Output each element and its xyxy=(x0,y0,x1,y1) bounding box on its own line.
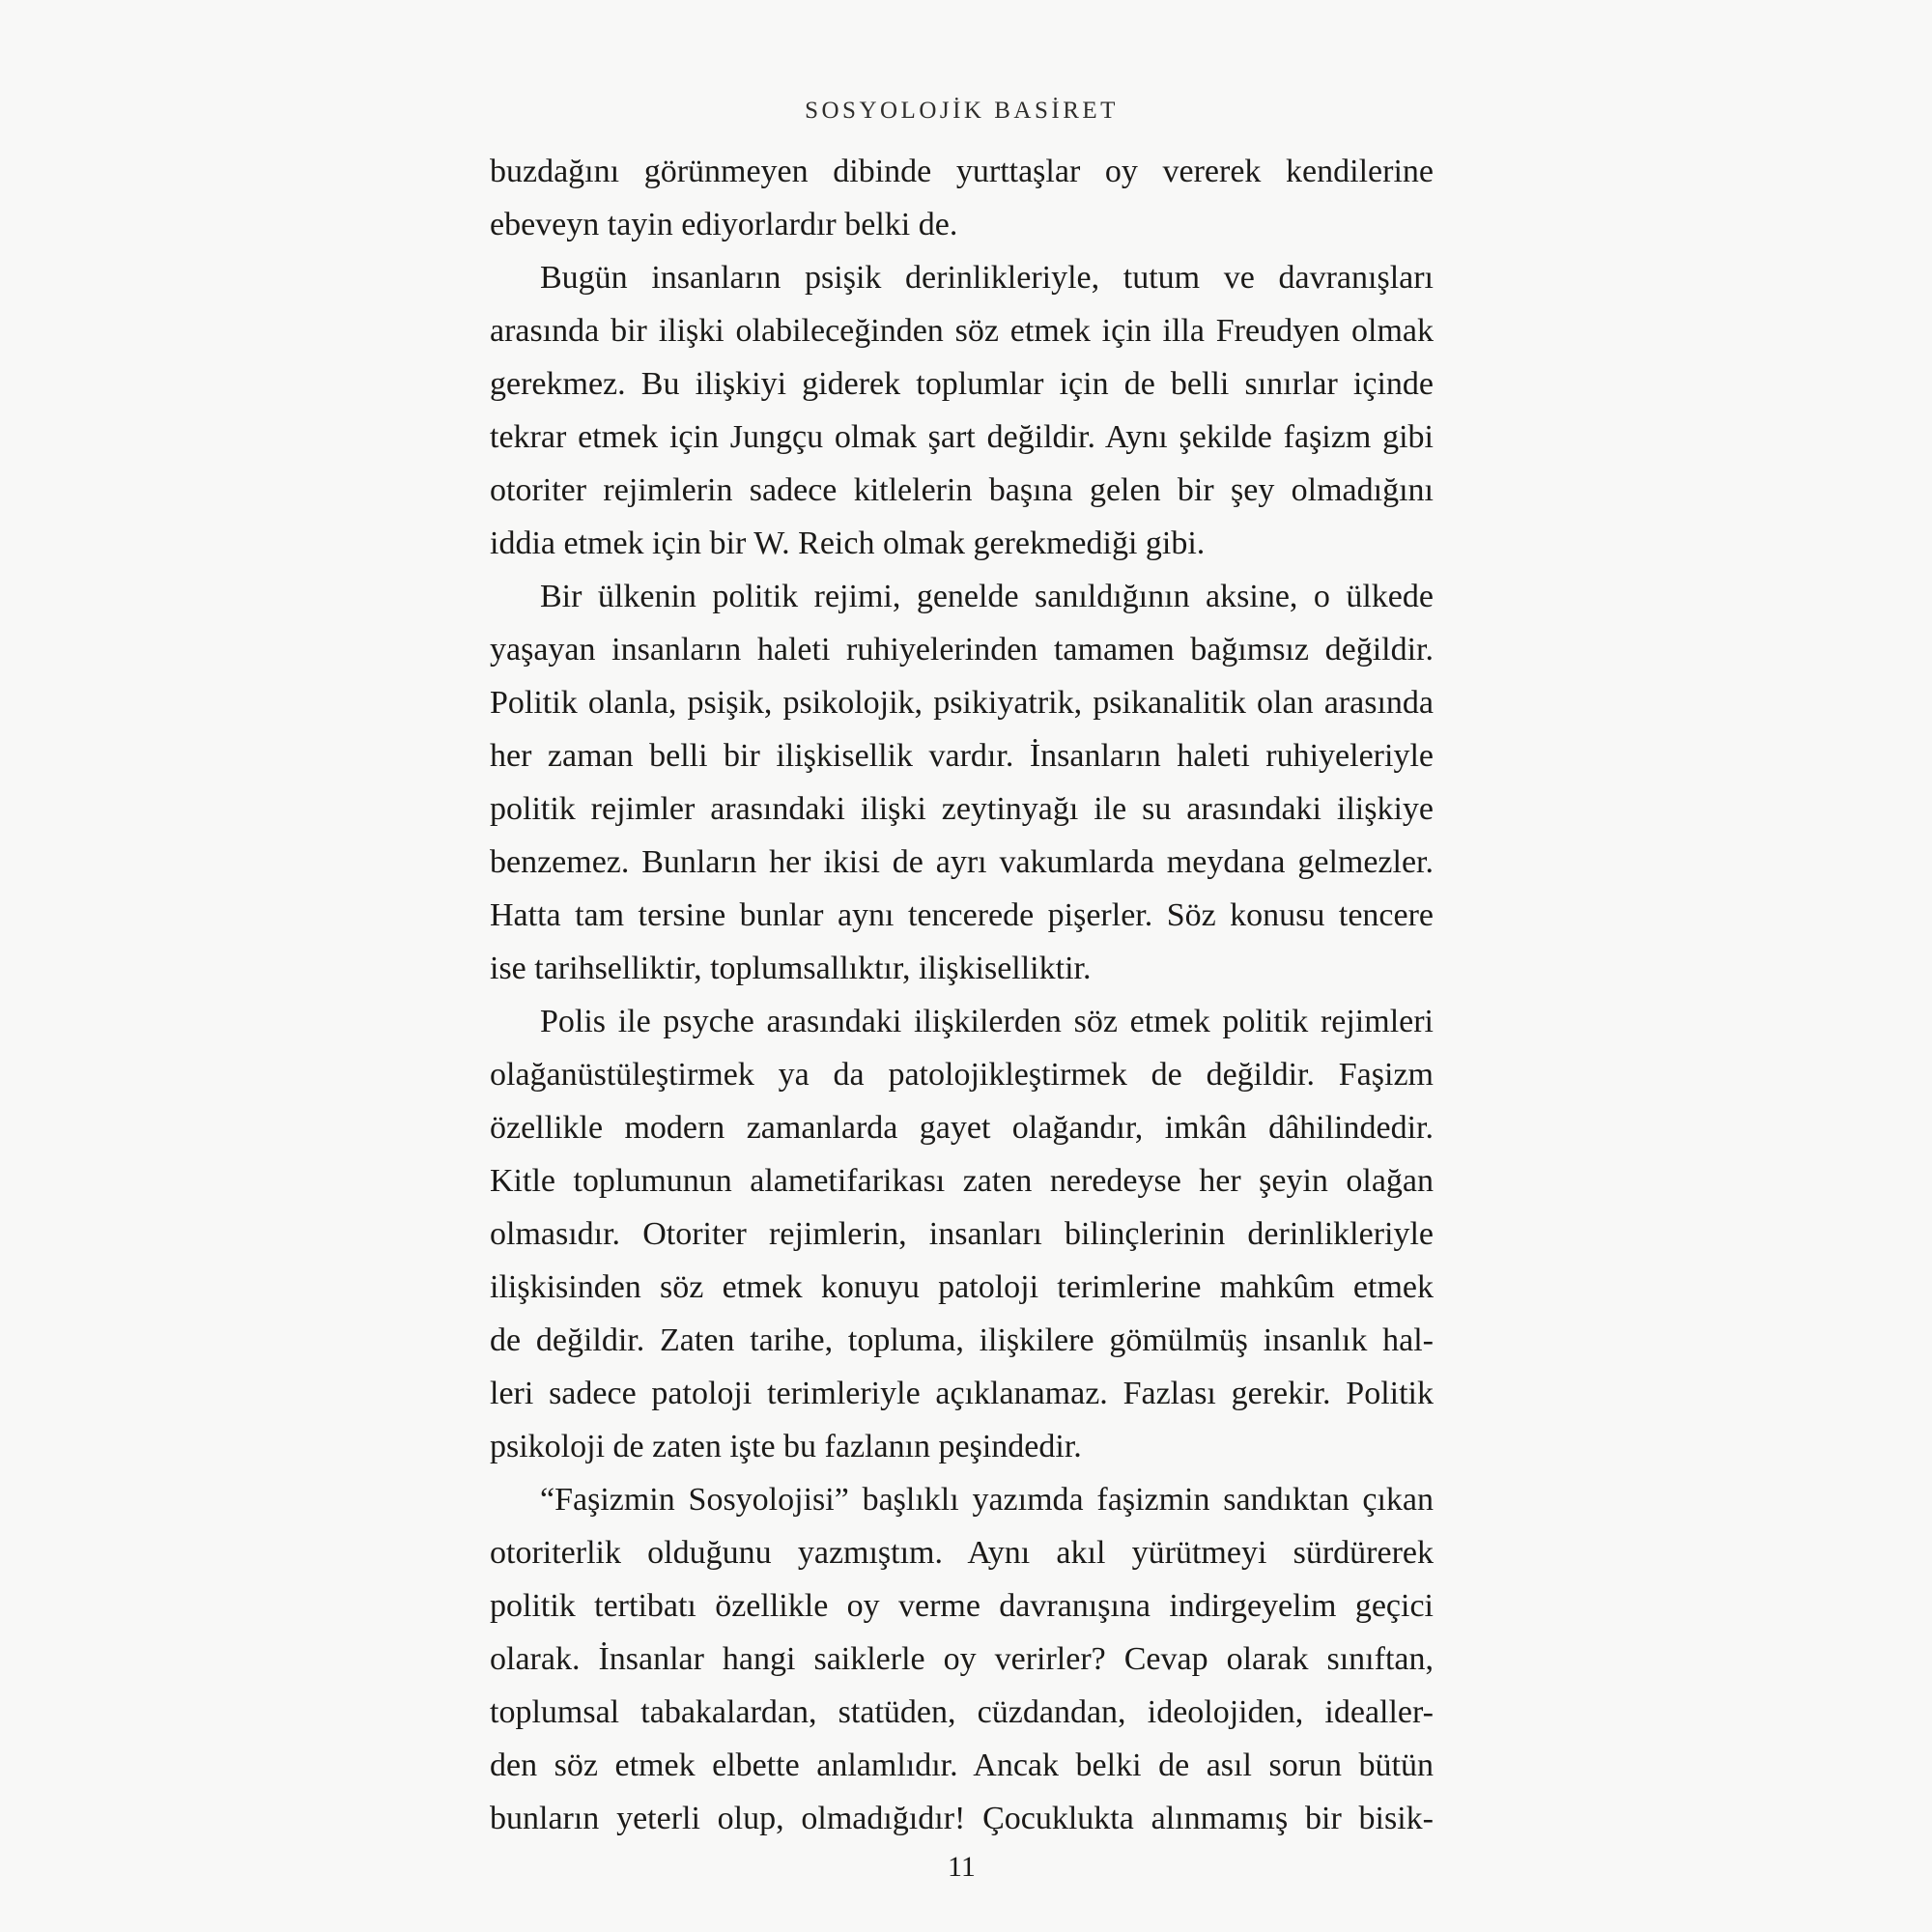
text-line: ise tarihselliktir, toplumsallıktır, ilişkiselliktir. xyxy=(490,951,1092,986)
text-line: politik tertibatı özellikle oy verme davranışına indirgeyelim geçici xyxy=(490,1588,1434,1624)
text-line: her zaman belli bir ilişkisellik vardır. İnsanların haleti ruhiyeleriyle xyxy=(490,738,1434,774)
text-line: Hatta tam tersine bunlar aynı tencerede pişerler. Söz konusu tencere xyxy=(490,897,1434,933)
body-text xyxy=(490,145,1434,1845)
text-line: toplumsal tabakalardan, statüden, cüzdandan, ideolojiden, idealler- xyxy=(490,1694,1434,1730)
text-line: bunların yeterli olup, olmadığıdır! Çocuklukta alınmamış bir bisik- xyxy=(490,1801,1434,1836)
text-line: psikoloji de zaten işte bu fazlanın peşindedir. xyxy=(490,1429,1082,1464)
text-line: iddia etmek için bir W. Reich olmak gerekmediği gibi. xyxy=(490,526,1206,561)
text-line: de değildir. Zaten tarihe, topluma, ilişkilere gömülmüş insanlık hal- xyxy=(490,1322,1434,1358)
text-line: olmasıdır. Otoriter rejimlerin, insanları bilinçlerinin derinlikleriyle xyxy=(490,1216,1434,1252)
text-line: ebeveyn tayin ediyorlardır belki de. xyxy=(490,207,958,242)
text-line: tekrar etmek için Jungçu olmak şart değildir. Aynı şekilde faşizm gibi xyxy=(490,419,1434,455)
text-line: otoriter rejimlerin sadece kitlelerin başına gelen bir şey olmadığını xyxy=(490,472,1434,508)
text-line: politik rejimler arasındaki ilişki zeytinyağı ile su arasındaki ilişkiye xyxy=(490,791,1434,827)
text-line: benzemez. Bunların her ikisi de ayrı vakumlarda meydana gelmezler. xyxy=(490,844,1434,880)
text-line: buzdağını görünmeyen dibinde yurttaşlar oy vererek kendilerine xyxy=(490,154,1434,189)
text-line: otoriterlik olduğunu yazmıştım. Aynı akıl yürütmeyi sürdürerek xyxy=(490,1535,1434,1571)
text-line: Polis ile psyche arasındaki ilişkilerden söz etmek politik rejimleri xyxy=(540,1004,1434,1039)
text-line: ilişkisinden söz etmek konuyu patoloji terimlerine mahkûm etmek xyxy=(490,1269,1434,1305)
running-header: SOSYOLOJİK BASİRET xyxy=(805,98,1119,124)
text-line: arasında bir ilişki olabileceğinden söz etmek için illa Freudyen olmak xyxy=(490,313,1434,349)
text-line: gerekmez. Bu ilişkiyi giderek toplumlar için de belli sınırlar içinde xyxy=(490,366,1434,402)
text-line: Bugün insanların psişik derinlikleriyle, tutum ve davranışları xyxy=(540,260,1434,296)
text-line: olarak. İnsanlar hangi saiklerle oy verirler? Cevap olarak sınıftan, xyxy=(490,1641,1434,1677)
text-line: den söz etmek elbette anlamlıdır. Ancak belki de asıl sorun bütün xyxy=(490,1747,1434,1783)
text-line: olağanüstüleştirmek ya da patolojikleştirmek de değildir. Faşizm xyxy=(490,1057,1434,1093)
text-line: özellikle modern zamanlarda gayet olağandır, imkân dâhilindedir. xyxy=(490,1110,1434,1146)
page-number: 11 xyxy=(948,1851,976,1883)
text-line: “Faşizmin Sosyolojisi” başlıklı yazımda faşizmin sandıktan çıkan xyxy=(540,1482,1434,1518)
text-line: Politik olanla, psişik, psikolojik, psikiyatrik, psikanalitik olan arasında xyxy=(490,685,1434,721)
text-line: Kitle toplumunun alametifarikası zaten neredeyse her şeyin olağan xyxy=(490,1163,1434,1199)
text-line: yaşayan insanların haleti ruhiyelerinden tamamen bağımsız değildir. xyxy=(490,632,1434,668)
text-line: Bir ülkenin politik rejimi, genelde sanıldığının aksine, o ülkede xyxy=(540,579,1434,614)
text-line: leri sadece patoloji terimleriyle açıklanamaz. Fazlası gerekir. Politik xyxy=(490,1376,1434,1411)
